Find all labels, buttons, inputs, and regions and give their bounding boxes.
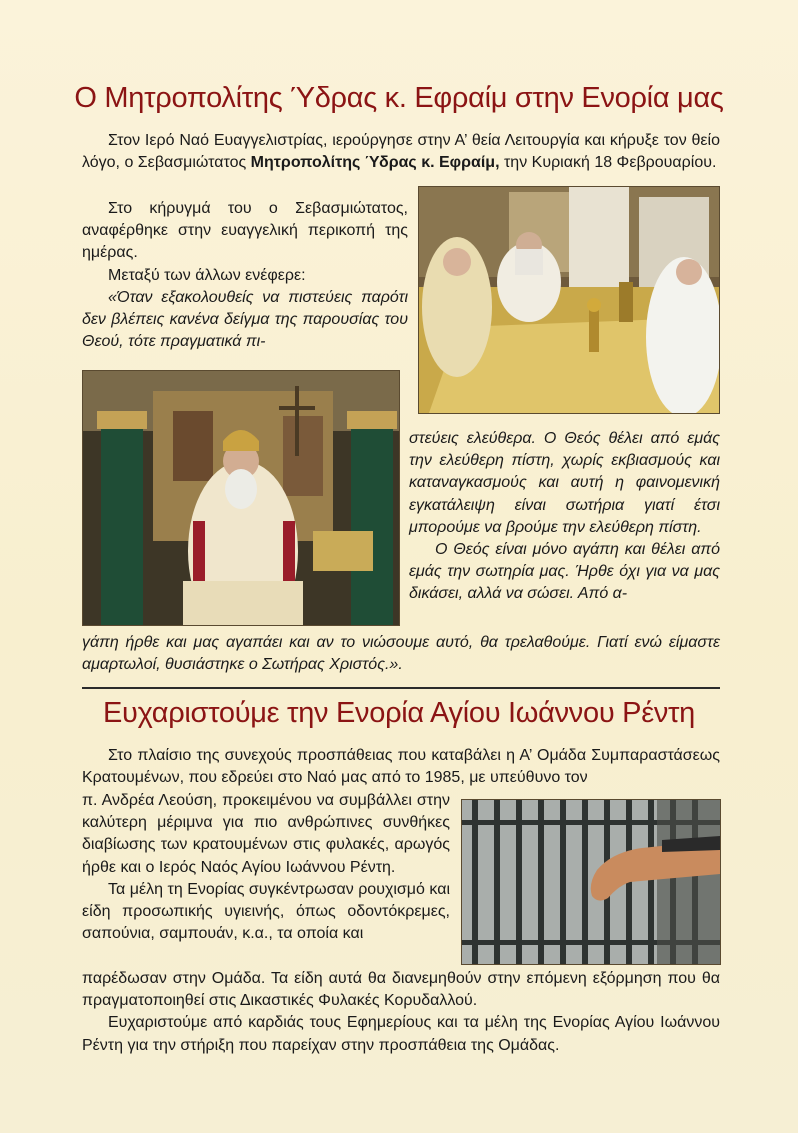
prison-bars-photo <box>461 799 721 965</box>
article2-bottom: παρέδωσαν στην Ομάδα. Τα είδη αυτά θα διανεμηθούν στην επόμενη εξόρμηση που θα πραγματοποιηθεί στις Δικαστικές Φυλακές Κορυδαλλού. Ευχαριστούμε από καρδιάς τους Εφημερίους και τα μέλη της Ενορίας Αγίου Ιωάννου Ρέντη για την στήριξη που παρείχαν στην προσπάθεια της Ομάδας. <box>82 970 720 1054</box>
article2-title: Ευχαριστούμε την Ενορία Αγίου Ιωάννου Ρέντη <box>102 697 696 729</box>
article2-intro: Στο πλαίσιο της συνεχούς προσπάθειας που καταβάλει η Α’ Ομάδα Συμπαραστάσεως Κρατουμένων, που εδρεύει στο Ναό μας από το 1985, με υπεύθυνο τον <box>82 747 720 787</box>
article1-quote-cont2: Ο Θεός είναι μόνο αγάπη και θέλει από εμάς την σωτηρία μας. Ήρθε όχι για να μας δικάσει, αλλά να σώσει. Από α- <box>409 541 720 603</box>
article1-left-column <box>82 198 408 353</box>
article2-left-column: π. Ανδρέα Λεούση, προκειμένου να συμβάλλει στην καλύτερη μέριμνα για πιο ανθρώπινες συνθήκες διαβίωσης των κρατουμένων στις φυλακές, αρωγός ήρθε και ο Ιερός Ναός Αγίου Ιωάννου Ρέντη. Τα μέλη τη Ενορίας συγκέντρωσαν ρουχισμό και είδη προσωπικής υγιεινής, όπως οδοντόκρεμες, σαπούνια, σαμπουάν, κ.α., τα οποία και <box>82 792 450 943</box>
article1-right-column <box>409 428 720 606</box>
article1-title: Ο Μητροπολίτης Ύδρας κ. Εφραίμ στην Ενορία μας <box>74 82 724 114</box>
article1-para2: Στο κήρυγμά του ο Σεβασμιώτατος, αναφέρθηκε στην ευαγγελική περικοπή της ημέρας. <box>82 200 408 262</box>
liturgy-altar-photo <box>418 186 720 414</box>
article1-quote-cont: στεύεις ελεύθερα. Ο Θεός θέλει από εμάς την ελεύθερη πίστη, χωρίς εκβιασμούς και καταναγκασμούς και αυτή η φαινομενική εγκατάλειψη είναι σωτήρια γιατί έτσι μπορούμε να βρούμε την ελεύθερη πίστη. <box>409 430 720 536</box>
article1-intro: Στον Ιερό Ναό Ευαγγελιστρίας, ιερούργησε στην Α’ θεία Λειτουργία και κήρυξε τον θείο λόγο, ο Σεβασμιώτατος Μητροπολίτης Ύδρας κ. Εφραίμ, την Κυριακή 18 Φεβρουαρίου. <box>82 132 720 172</box>
article1-para3: Μεταξύ των άλλων ενέφερε: <box>108 266 306 284</box>
section-divider <box>82 687 720 689</box>
metropolitan-iconostasis-photo <box>82 370 400 626</box>
article1-quote-end: γάπη ήρθε και μας αγαπάει και αν το νιώσουμε αυτό, θα τρελαθούμε. Γιατί ενώ είμαστε αμαρτωλοί, θυσιάστηκε ο Σωτήρας Χριστός.». <box>82 634 720 674</box>
metropolitan-name: Μητροπολίτης Ύδρας κ. Εφραίμ, <box>250 154 500 172</box>
article1-quote-start: «Όταν εξακολουθείς να πιστεύεις παρότι δεν βλέπεις κανένα δείγμα της παρουσίας του Θεού, τότε πραγματικά πι- <box>82 288 408 351</box>
